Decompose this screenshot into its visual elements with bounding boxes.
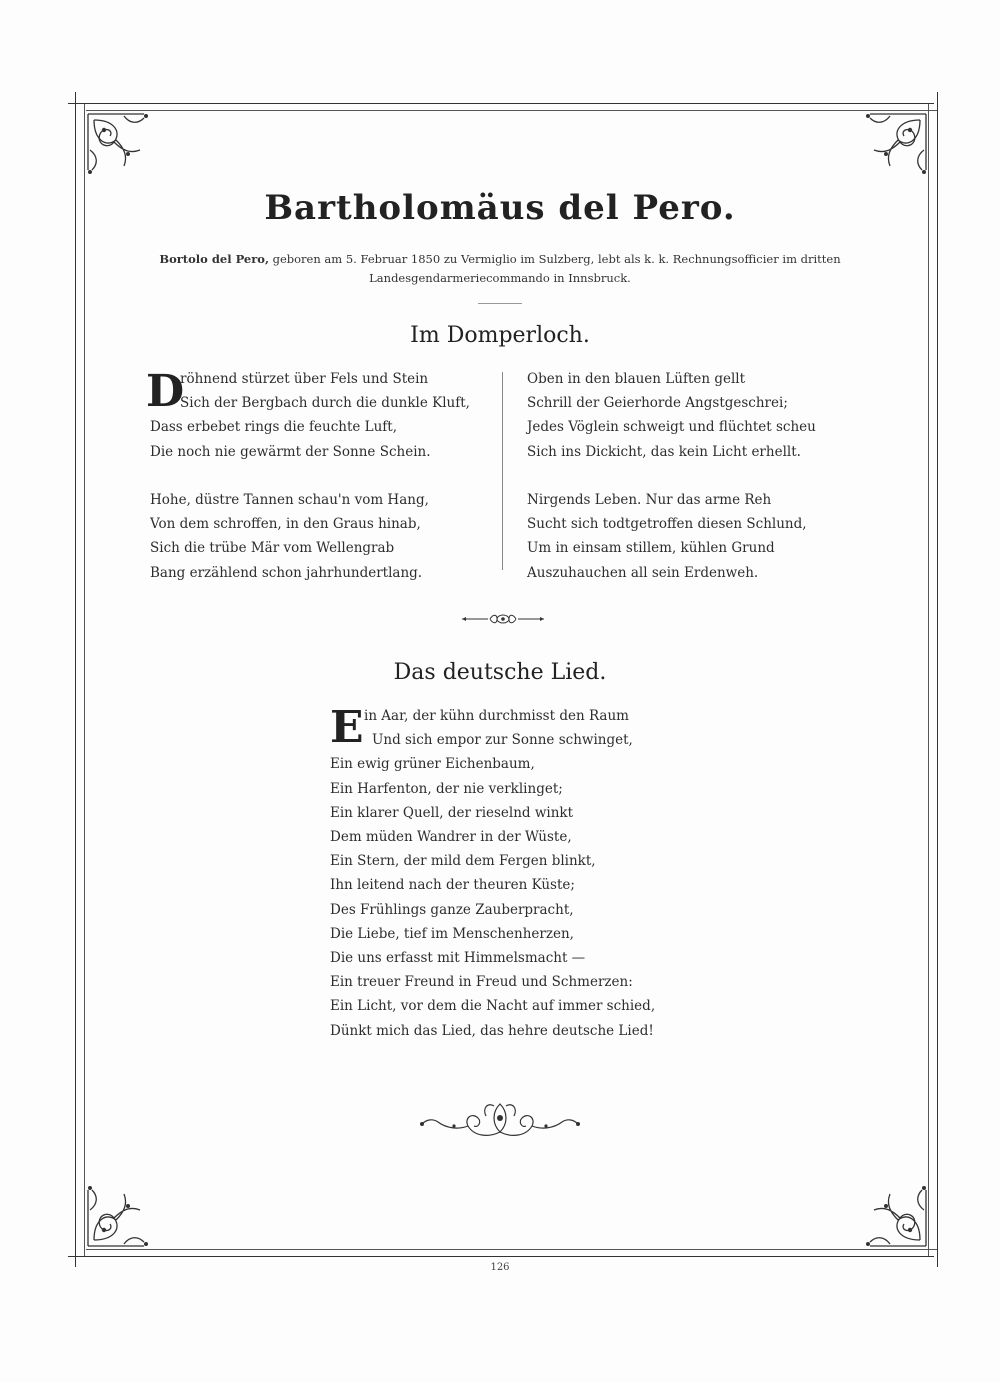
poem-line: Oben in den blauen Lüften gellt [527,371,746,387]
poem-line: Die uns erfasst mit Himmelsmacht — [330,950,586,967]
tailpiece-ornament-icon [418,1098,582,1142]
poem-line: Jedes Vöglein schweigt und flüchtet scheu [527,419,816,436]
frame-bottom-inner-rule [86,1249,938,1250]
poem-line: Dass erbebet rings die feuchte Luft, [150,419,398,436]
poem-line: Bang erzählend schon jahrhundertlang. [150,564,423,581]
poem1-dropcap: D [146,366,185,417]
poem-line: Ein Stern, der mild dem Fergen blinkt, [330,853,596,870]
page-title: Bartholomäus del Pero. [264,188,736,228]
poem-line: Auszuhauchen all sein Erdenweh. [527,564,759,581]
poem-line: Nirgends Leben. Nur das arme Reh [527,492,772,508]
poem-line: Von dem schroffen, in den Graus hinab, [150,516,421,533]
section-divider-rule [478,303,522,304]
poem-line: Ein Harfenton, der nie verklinget; [330,780,563,797]
poem-line: Sich die trübe Mär vom Wellengrab [150,540,395,557]
poem2-dropcap: E [330,702,364,753]
poem1-right-column [527,367,816,585]
poem-line: röhnend stürzet über Fels und Stein [180,371,429,387]
poem-line: Die Liebe, tief im Menschenherzen, [330,925,574,942]
poem-line: Sich der Bergbach durch die dunkle Kluft, [180,395,470,412]
poem-line: Ihn leitend nach der theuren Küste; [330,877,575,894]
poem-line: Des Frühlings ganze Zauberpracht, [330,901,574,918]
poem-line: Sich ins Dickicht, das kein Licht erhellt. [527,443,801,460]
poem1-left-column [150,367,470,585]
frame-bottom-rule [68,1256,934,1257]
poem2-body [330,704,655,1043]
corner-ornament-icon [840,1160,930,1250]
poem-line: Dünkt mich das Lied, das hehre deutsche Lied! [330,1022,654,1039]
column-divider-rule [502,372,503,570]
poem-line: Dem müden Wandrer in der Wüste, [330,829,572,846]
divider-ornament-icon [460,612,546,626]
poem-line: Ein klarer Quell, der rieselnd winkt [330,804,574,821]
page-number: 126 [490,1262,510,1273]
poem-line: Schrill der Geierhorde Angstgeschrei; [527,395,788,412]
corner-ornament-icon [84,110,174,200]
poem-line: Ein ewig grüner Eichenbaum, [330,756,535,773]
poem-line: Und sich empor zur Sonne schwinget, [372,732,633,749]
frame-top-rule [68,103,934,104]
frame-top-inner-rule [86,110,938,111]
poem-line: Hohe, düstre Tannen schau'n vom Hang, [150,492,429,508]
poem-line: Sucht sich todtgetroffen diesen Schlund, [527,516,807,533]
corner-ornament-icon [84,1160,174,1250]
poem-line: Die noch nie gewärmt der Sonne Schein. [150,443,431,460]
author-bio [135,250,865,288]
poem-line: Ein treuer Freund in Freud und Schmerzen: [330,974,633,991]
poem-line: Ein Licht, vor dem die Nacht auf immer schied, [330,998,656,1015]
author-name: Bortolo del Pero, [159,252,269,266]
bio-text-line2: Landesgendarmeriecommando in Innsbruck. [369,271,631,285]
poem2-title: Das deutsche Lied. [393,660,607,685]
bio-text-line1: geboren am 5. Februar 1850 zu Vermiglio im Sulzberg, lebt als k. k. Rechnungsofficier im dritten [268,252,841,266]
poem-line: in Aar, der kühn durchmisst den Raum [364,708,629,724]
poem1-title: Im Domperloch. [410,323,590,348]
poem-line: Um in einsam stillem, kühlen Grund [527,540,775,557]
corner-ornament-icon [840,110,930,200]
